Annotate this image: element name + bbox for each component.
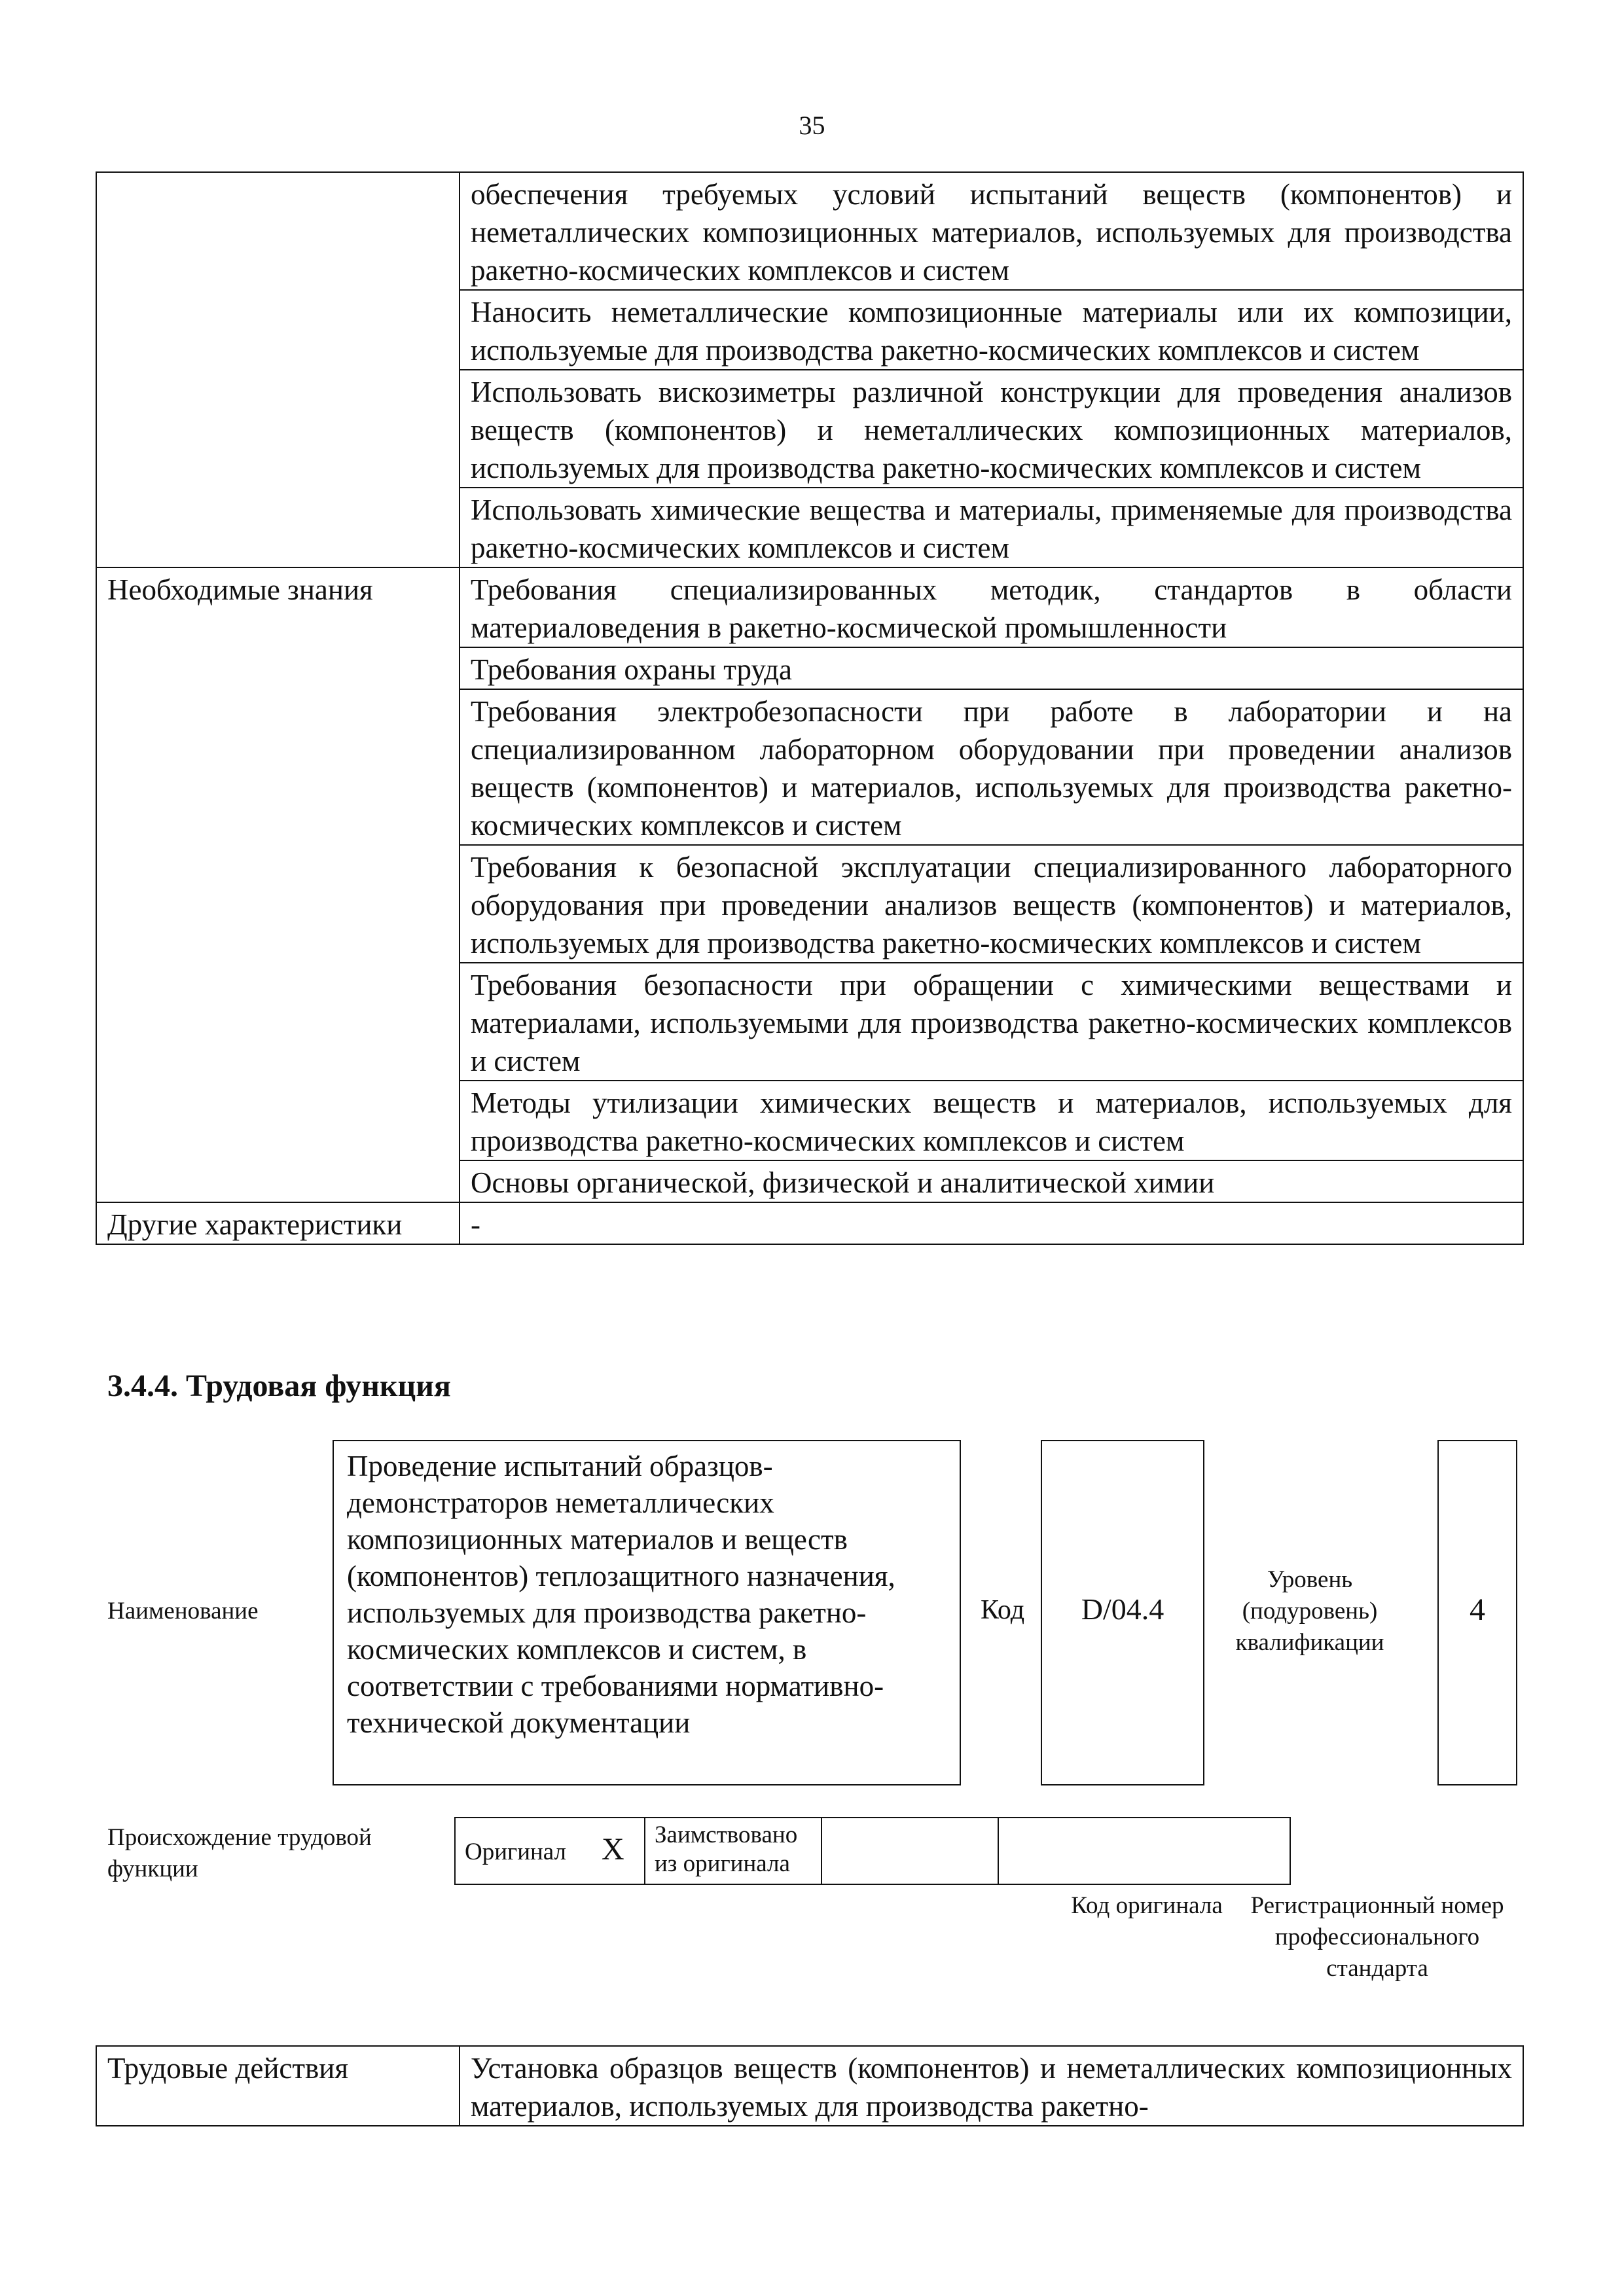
other-characteristics-label: Другие характеристики [96,1202,460,1244]
empty-label-cell [96,172,460,567]
skill-cell: Наносить неметаллические композиционные материалы или их композиции, используемые для производства ракетно-космических комплексов и систем [460,290,1523,370]
borrowed-label: Заимствовано из оригинала [645,1818,821,1884]
level-label: Уровень (подуровень) квалификации [1235,1566,1384,1656]
page-number: 35 [799,111,825,140]
skill-cell: Использовать вискозиметры различной конструкции для проведения анализов веществ (компонентов) и неметаллических композиционных материалов, используемых для производства ракетно-космических комплексов и систем [460,370,1523,488]
reg-number-cell [998,1818,1290,1884]
knowledge-cell: Требования охраны труда [460,647,1523,689]
actions-label: Трудовые действия [96,2046,460,2126]
original-cell [455,1818,645,1884]
code-value-box: D/04.4 [1041,1440,1204,1785]
origin-label: Происхождение трудовой функции [107,1824,372,1882]
original-label: Оригинал [465,1839,567,1865]
knowledge-cell: Требования безопасности при обращении с химическими веществами и материалами, используемыми для производства ракетно-космических комплексов и систем [460,963,1523,1081]
table-row [96,567,1523,647]
function-name-box: Проведение испытаний образцов-демонстраторов неметаллических композиционных материалов и веществ (компонентов) теплозащитного назначения, используемых для производства ракетно-космических комплексов и систем, в соответствии с требованиями нормативно-технической документации [333,1440,961,1785]
action-cell: Установка образцов веществ (компонентов) и неметаллических композиционных материалов, используемых для производства ракетно- [460,2046,1523,2126]
section-title: 3.4.4. Трудовая функция [107,1369,451,1403]
knowledge-cell: Требования электробезопасности при работе в лаборатории и на специализированном лабораторном оборудовании при проведении анализов веществ (компонентов) и материалов, используемых для производства ракетно-космических комплексов и систем [460,689,1523,845]
code-original-label: Код оригинала [1071,1892,1223,1919]
skills-knowledge-table [96,171,1524,1245]
knowledge-cell: Основы органической, физической и аналитической химии [460,1160,1523,1202]
code-original-cell [821,1818,998,1884]
table-row [96,172,1523,290]
knowledge-cell: Требования к безопасной эксплуатации специализированного лабораторного оборудования при проведении анализов веществ (компонентов) и материалов, используемых для производства ракетно-космических комплексов и систем [460,845,1523,963]
name-label: Наименование [107,1598,259,1624]
skill-cell: обеспечения требуемых условий испытаний веществ (компонентов) и неметаллических композиционных материалов, используемых для производства ракетно-космических комплексов и систем [460,172,1523,290]
skill-cell: Использовать химические вещества и материалы, применяемые для производства ракетно-космических комплексов и систем [460,488,1523,567]
knowledge-cell: Требования специализированных методик, стандартов в области материаловедения в ракетно-космической промышленности [460,567,1523,647]
table-row [96,2046,1523,2126]
actions-table [96,2045,1524,2126]
original-mark: X [602,1832,624,1867]
code-label: Код [981,1595,1025,1625]
level-value-box: 4 [1437,1440,1517,1785]
knowledge-label: Необходимые знания [96,567,460,1202]
knowledge-cell: Методы утилизации химических веществ и материалов, используемых для производства ракетно-космических комплексов и систем [460,1081,1523,1160]
other-characteristics-value: - [460,1202,1523,1244]
reg-number-label: Регистрационный номер профессионального стандарта [1250,1892,1504,1982]
origin-table [454,1817,1291,1885]
table-row [455,1818,1290,1884]
table-row [96,1202,1523,1244]
